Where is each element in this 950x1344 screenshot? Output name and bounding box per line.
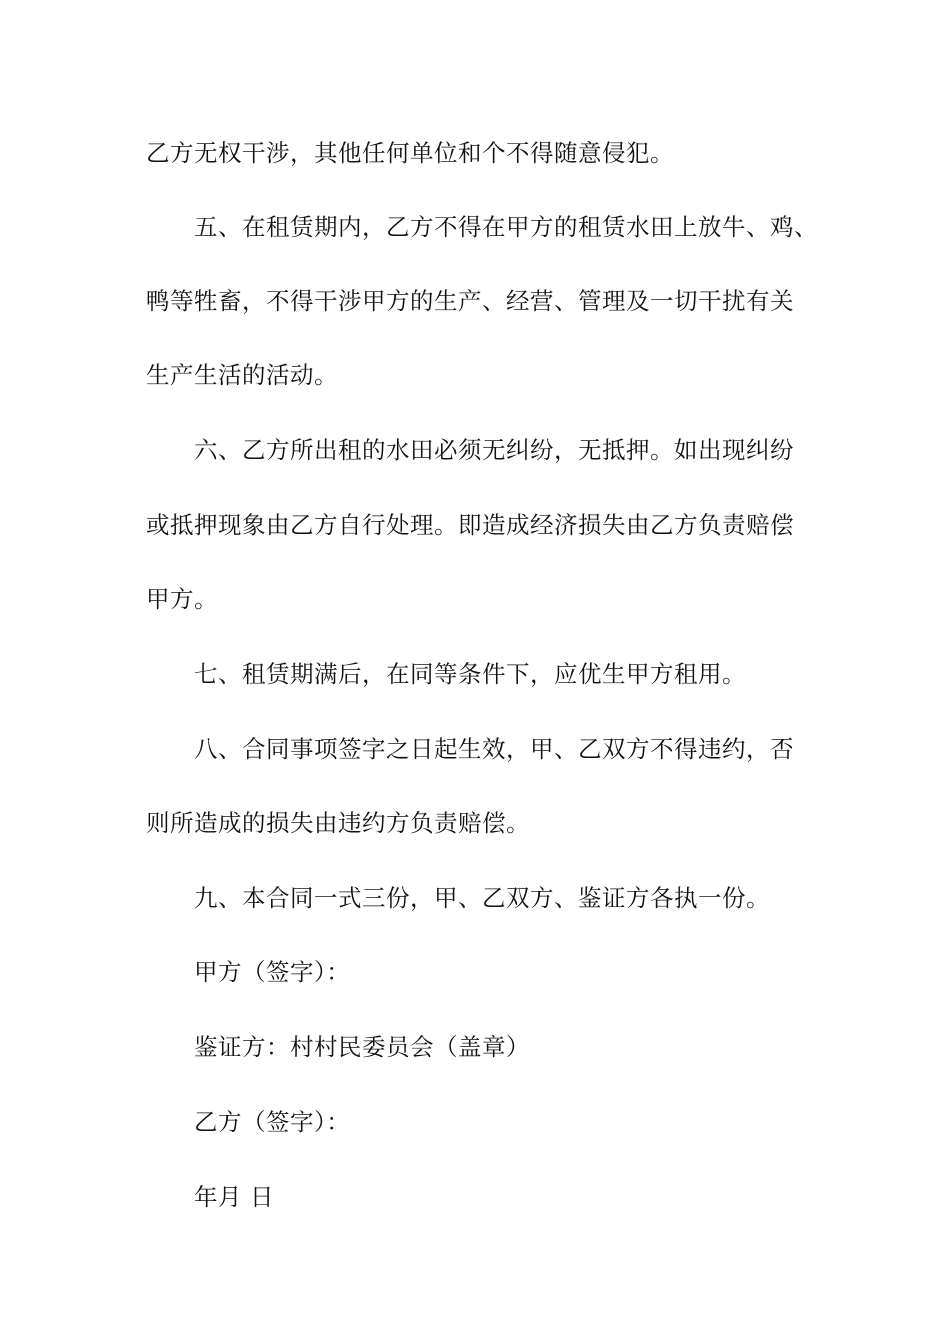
clause-6-line-2: 或抵押现象由乙方自行处理。即造成经济损失由乙方负责赔偿 (146, 511, 794, 539)
witness-signature: 鉴证方：村村民委员会（盖章） (194, 1033, 530, 1061)
party-b-signature: 乙方（签字）： (194, 1108, 351, 1136)
date-line: 年月 日 (194, 1183, 274, 1211)
clause-5-line-2: 鸭等牲畜，不得干涉甲方的生产、经营、管理及一切干扰有关 (146, 287, 794, 315)
clause-6-line-1: 六、乙方所出租的水田必须无纠纷，无抵押。如出现纠纷 (194, 436, 794, 464)
party-a-signature: 甲方（签字）： (194, 958, 351, 986)
clause-5-line-3: 生产生活的活动。 (146, 361, 338, 389)
clause-8-line-1: 八、合同事项签字之日起生效，甲、乙双方不得违约，否 (194, 735, 794, 763)
clause-8-line-2: 则所造成的损失由违约方负责赔偿。 (146, 809, 530, 837)
clause-7: 七、租赁期满后，在同等条件下，应优生甲方租用。 (194, 660, 746, 688)
clause-9: 九、本合同一式三份，甲、乙双方、鉴证方各执一份。 (194, 884, 770, 912)
clause-5-line-1: 五、在租赁期内，乙方不得在甲方的租赁水田上放牛、鸡、 (194, 213, 818, 241)
paragraph-4-tail: 乙方无权干涉，其他任何单位和个不得随意侵犯。 (146, 139, 674, 167)
clause-6-line-3: 甲方。 (146, 585, 218, 613)
